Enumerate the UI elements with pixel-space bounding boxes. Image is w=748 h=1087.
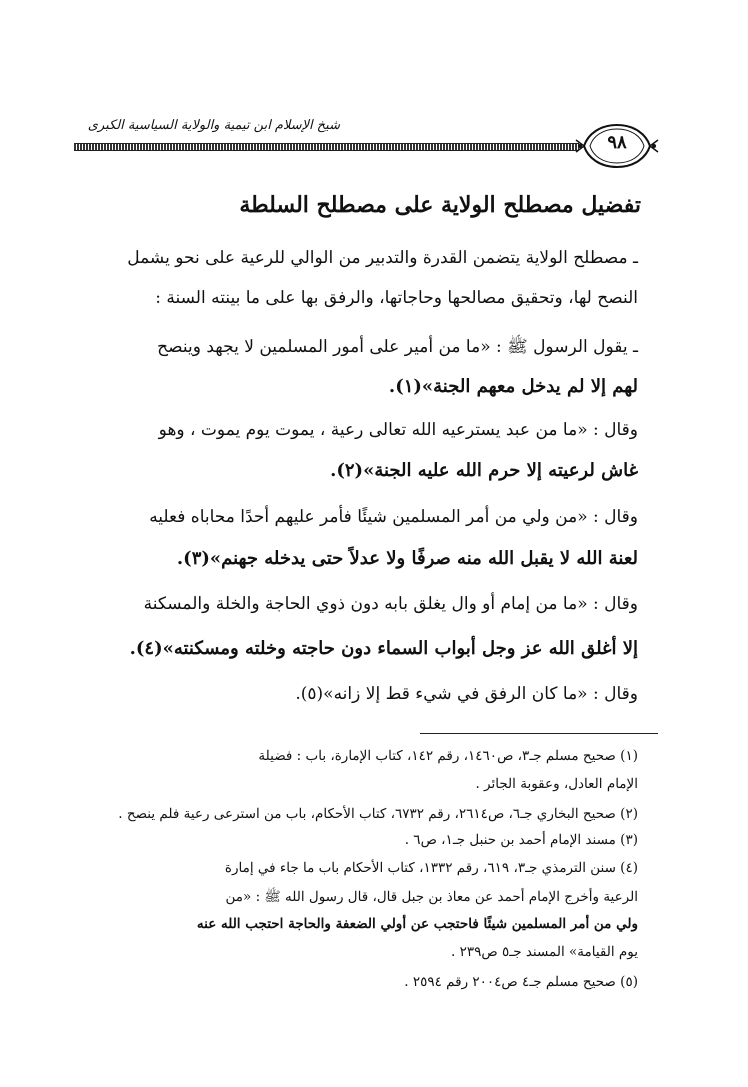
hadith-line: وقال : «ما كان الرفق في شيء قط إلا زانه»(٥). (295, 684, 638, 704)
header-rule (74, 143, 579, 151)
footnote-line: الإمام العادل، وعقوبة الجائر . (475, 776, 638, 792)
footnote-line: (٥) صحيح مسلم جـ٤ ص٢٠٠٤ رقم ٢٥٩٤ . (404, 974, 638, 990)
page-number: ٩٨ (607, 132, 627, 153)
footnote-line: يوم القيامة» المسند جـ٥ ص٢٣٩ . (451, 944, 638, 960)
footnote-divider (420, 733, 658, 734)
hadith-line: وقال : «ما من إمام أو وال يغلق بابه دون ذوي الحاجة والخلة والمسكنة (143, 594, 638, 614)
section-heading: تفضيل مصطلح الولاية على مصطلح السلطة (239, 192, 641, 218)
hadith-line: لعنة الله لا يقبل الله منه صرفًا ولا عدلاً حتى يدخله جهنم»(٣). (176, 548, 638, 569)
footnote-line: (٢) صحيح البخاري جـ٦، ص٢٦١٤، رقم ٦٧٣٢، كتاب الأحكام، باب من استرعى رعية فلم ينصح . (118, 806, 638, 822)
paragraph-line: النصح لها، وتحقيق مصالحها وحاجاتها، والرفق بها على ما بينته السنة : (155, 288, 638, 308)
footnote-line: (١) صحيح مسلم جـ٣، ص١٤٦٠، رقم ١٤٢، كتاب الإمارة، باب : فضيلة (258, 748, 638, 764)
footnote-line: ولي من أمر المسلمين شيئًا فاحتجب عن أولي الضعفة والحاجة احتجب الله عنه (196, 916, 638, 932)
hadith-line: إلا أغلق الله عز وجل أبواب السماء دون حاجته وخلته ومسكنته»(٤). (129, 638, 638, 659)
hadith-line: وقال : «ما من عبد يسترعيه الله تعالى رعية ، يموت يوم يموت ، وهو (158, 420, 638, 440)
paragraph-line: ـ مصطلح الولاية يتضمن القدرة والتدبير من الوالي للرعية على نحو يشمل (127, 248, 638, 268)
hadith-line: وقال : «من ولي من أمر المسلمين شيئًا فأمر عليهم أحدًا محاباه فعليه (149, 507, 638, 527)
hadith-line: لهم إلا لم يدخل معهم الجنة»(١). (388, 376, 638, 397)
footnote-line: (٣) مسند الإمام أحمد بن حنبل جـ١، ص٦ . (404, 832, 638, 848)
footnote-line: (٤) سنن الترمذي جـ٣، ٦١٩، رقم ١٣٣٢، كتاب الأحكام باب ما جاء في إمارة (224, 860, 638, 876)
hadith-line: غاش لرعيته إلا حرم الله عليه الجنة»(٢). (330, 460, 638, 481)
footnote-line: الرعية وأخرج الإمام أحمد عن معاذ بن جبل قال، قال رسول الله ﷺ : «من (225, 889, 638, 905)
running-title: شيخ الإسلام ابن تيمية والولاية السياسية الكبرى (87, 118, 340, 133)
hadith-line: ـ يقول الرسول ﷺ : «ما من أمير على أمور المسلمين لا يجهد وينصح (157, 337, 638, 357)
